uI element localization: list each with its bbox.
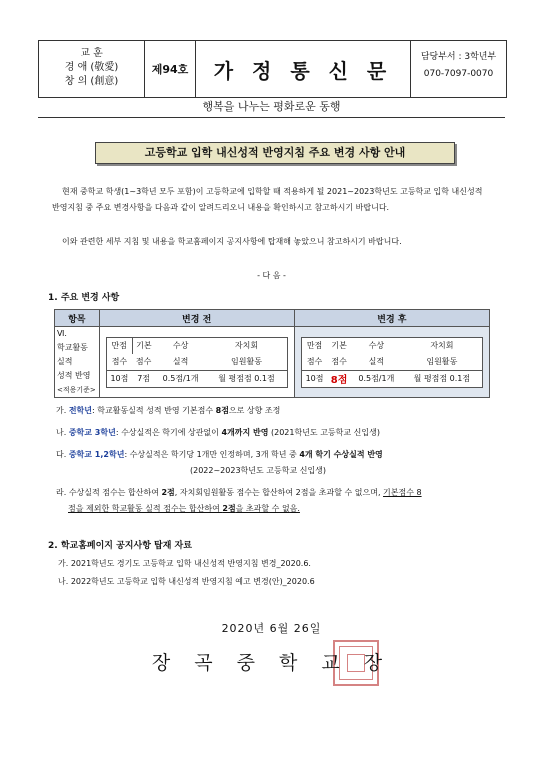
principal-signature: 장 곡 중 학 교 장 (151, 652, 392, 674)
issue-number: 제94호 (145, 41, 196, 97)
item-da: 다. 중학교 1,2학년: 수상실적은 학기당 1개만 인정하며, 3개 학년 중 4개 학기 수상실적 반영 (56, 450, 383, 459)
item-na: 나. 중학교 3학년: 수상실적은 학기에 상관없이 4개까지 반영 (2021학년도 고등학교 신입생) (56, 428, 380, 437)
intro-paragraph-1: 현재 중학교 학생(1~3학년 모두 포함)이 고등학교에 입학할 때 적용하게 될 2021~2023학년도 고등학교 입학 내신성적 반영지침 중 주요 변경사항을 다음과 같이 알려드리오니 내용을 확인하시고 참고하시기 바랍니다. (52, 187, 483, 212)
school-motto (39, 41, 145, 97)
attachment-item-1: 가. 2021학년도 경기도 고등학교 입학 내신성적 반영지침 변경_2020.6. (58, 559, 311, 568)
department-info (411, 41, 507, 97)
before-cell (99, 327, 294, 398)
after-full-score: 10점 (305, 374, 324, 383)
after-base-score: 8점 (330, 375, 348, 386)
item-ga: 가. 전학년: 학교활동실적 성적 반영 기본점수 8점으로 상향 조정 (56, 406, 281, 415)
after-h-full-2: 점수 (306, 357, 323, 366)
before-h-award-2: 실적 (172, 357, 189, 366)
comparison-table (54, 309, 490, 398)
before-base-score: 7점 (137, 374, 151, 383)
before-award-score: 0.5점/1개 (162, 374, 199, 383)
newsletter-title: 가 정 통 신 문 (196, 41, 411, 97)
row-label: Ⅵ. 학교활동 실적 성적 반영 <적용기준> (55, 327, 100, 398)
col-item-header: 항목 (55, 310, 100, 327)
before-h-award: 수상 (172, 341, 189, 350)
col-before-header: 변경 전 (99, 310, 294, 327)
headline-banner: 고등학교 입학 내신성적 반영지침 주요 변경 사항 안내 (95, 142, 455, 164)
before-h-base: 기본 (136, 341, 152, 350)
department: 담당부서 : 3학년부 (420, 52, 497, 62)
motto-line-2: 창 의 (創意) (64, 76, 119, 87)
phone-number: 070-7097-0070 (423, 69, 494, 79)
section-2-title: 2. 학교홈페이지 공지사항 탑재 자료 (48, 541, 192, 551)
before-full-score: 10점 (110, 374, 129, 383)
after-h-award-2: 실적 (368, 357, 385, 366)
masthead (38, 40, 507, 98)
after-cell (294, 327, 489, 398)
slogan: 행복을 나누는 평화로운 동행 (38, 96, 505, 118)
da-eum-marker: - 다 음 - (257, 271, 286, 280)
item-ra: 라. 수상실적 점수는 합산하여 2점, 자치회임원활동 점수는 합산하여 2점을 초과할 수 없으며, 기본점수 8 (56, 488, 422, 497)
section-1-title: 1. 주요 변경 사항 (48, 293, 120, 303)
before-h-full-2: 점수 (111, 357, 128, 366)
col-after-header: 변경 후 (294, 310, 489, 327)
after-h-council-2: 임원활동 (426, 357, 458, 366)
before-h-council-2: 임원활동 (231, 357, 262, 366)
before-h-full: 만점 (106, 337, 132, 354)
before-h-base-2: 점수 (135, 357, 152, 366)
after-h-award: 수상 (368, 341, 385, 350)
after-council-score: 월 평점점 0.1점 (413, 374, 471, 383)
intro-paragraph-2: 이와 관련한 세부 지침 및 내용을 학교홈페이지 공지사항에 탑재해 놓았으니 참고하시기 바랍니다. (62, 237, 402, 246)
before-h-council: 자치회 (234, 341, 259, 350)
attachment-item-2: 나. 2022학년도 고등학교 입학 내신성적 반영지침 예고 변경(안)_2020.6 (58, 577, 315, 586)
motto-line-1: 경 애 (敬愛) (64, 62, 119, 73)
after-award-score: 0.5점/1개 (358, 374, 395, 383)
after-h-council: 자치회 (430, 341, 454, 350)
before-council-score: 월 평점점 0.1점 (218, 374, 275, 383)
issue-date: 2020년 6월 26일 (221, 622, 322, 635)
motto-label: 교 훈 (80, 48, 103, 59)
item-ra-line2: 점을 제외한 학교활동 실적 점수는 합산하여 2점을 초과할 수 없음. (68, 504, 300, 513)
after-h-base-2: 점수 (331, 357, 347, 366)
after-h-base: 기본 (331, 341, 347, 350)
after-h-full: 만점 (306, 341, 323, 350)
item-da-line2: (2022~2023학년도 고등학교 신입생) (190, 466, 327, 475)
